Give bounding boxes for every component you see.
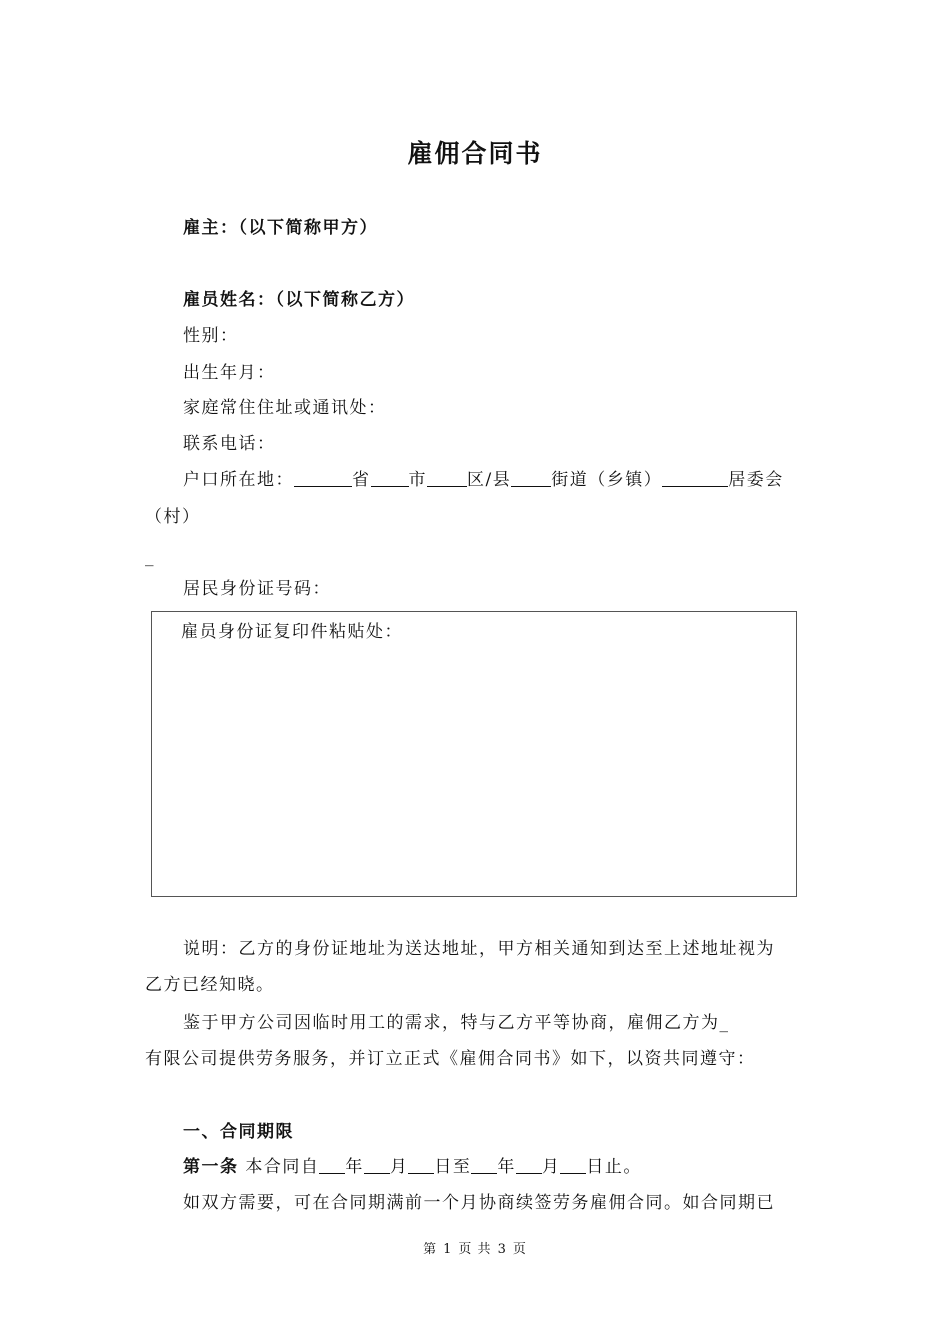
footer-suffix: 页 — [512, 1242, 527, 1257]
hukou-village: （村） — [145, 507, 201, 527]
blank-district — [427, 468, 467, 487]
blank-committee — [662, 468, 728, 487]
hukou-district: 区/县 — [467, 470, 512, 490]
blank-end-day — [560, 1155, 586, 1174]
hukou-province: 省 — [352, 470, 371, 490]
blank-province — [294, 468, 352, 487]
article-1-year: 年 — [345, 1157, 364, 1177]
article-1-label: 第一条 — [183, 1157, 239, 1177]
blank-start-month — [364, 1155, 390, 1174]
page-title: 雇佣合同书 — [407, 139, 543, 168]
blank-start-year — [319, 1155, 345, 1174]
hukou-committee: 居委会 — [728, 470, 784, 490]
blank-start-day — [408, 1155, 434, 1174]
renewal-line: 如双方需要，可在合同期满前一个月协商续签劳务雇佣合同。如合同期已 — [183, 1193, 775, 1213]
employee-name-label: 雇员姓名：（以下简称乙方） — [183, 290, 415, 310]
employer-label: 雇主：（以下简称甲方） — [183, 218, 378, 238]
footer-middle: 页 共 — [458, 1242, 492, 1257]
hukou-street: 街道（乡镇） — [551, 470, 663, 490]
article-1-day-end: 日止。 — [586, 1157, 642, 1177]
article-1-start: 本合同自 — [245, 1157, 320, 1177]
preamble-line-2: 有限公司提供劳务服务，并订立正式《雇佣合同书》如下，以资共同遵守： — [145, 1049, 756, 1069]
id-copy-box — [151, 611, 797, 897]
gender-label: 性别： — [183, 326, 239, 346]
section-heading: 一、合同期限 — [183, 1122, 294, 1142]
article-1-month: 月 — [389, 1157, 409, 1177]
id-copy-label: 雇员身份证复印件粘贴处： — [181, 622, 403, 642]
note-line-2: 乙方已经知晓。 — [145, 975, 275, 995]
footer-page-number: 1 — [443, 1242, 453, 1257]
blank-street — [511, 468, 551, 487]
footer-prefix: 第 — [423, 1242, 438, 1257]
hukou-dash: _ — [145, 547, 155, 567]
footer-total-pages: 3 — [497, 1242, 507, 1257]
article-1-day-to: 日至 — [434, 1157, 472, 1177]
hukou-city: 市 — [408, 470, 427, 490]
phone-label: 联系电话： — [183, 434, 276, 454]
address-label: 家庭常住住址或通讯处： — [183, 398, 387, 418]
article-1-month-2: 月 — [541, 1157, 561, 1177]
blank-end-month — [516, 1155, 542, 1174]
birth-label: 出生年月： — [183, 363, 276, 383]
article-1 — [183, 1155, 642, 1179]
note-line-1: 说明：乙方的身份证地址为送达地址，甲方相关通知到达至上述地址视为 — [183, 939, 775, 959]
preamble-line-1: 鉴于甲方公司因临时用工的需求，特与乙方平等协商，雇佣乙方为_ — [183, 1013, 730, 1033]
blank-end-year — [471, 1155, 497, 1174]
article-1-year-2: 年 — [497, 1157, 516, 1177]
hukou-prefix: 户口所在地： — [183, 470, 294, 490]
hukou-line — [183, 468, 784, 492]
page-footer — [0, 1238, 950, 1257]
blank-city — [371, 468, 409, 487]
id-number-label: 居民身份证号码： — [183, 579, 331, 599]
